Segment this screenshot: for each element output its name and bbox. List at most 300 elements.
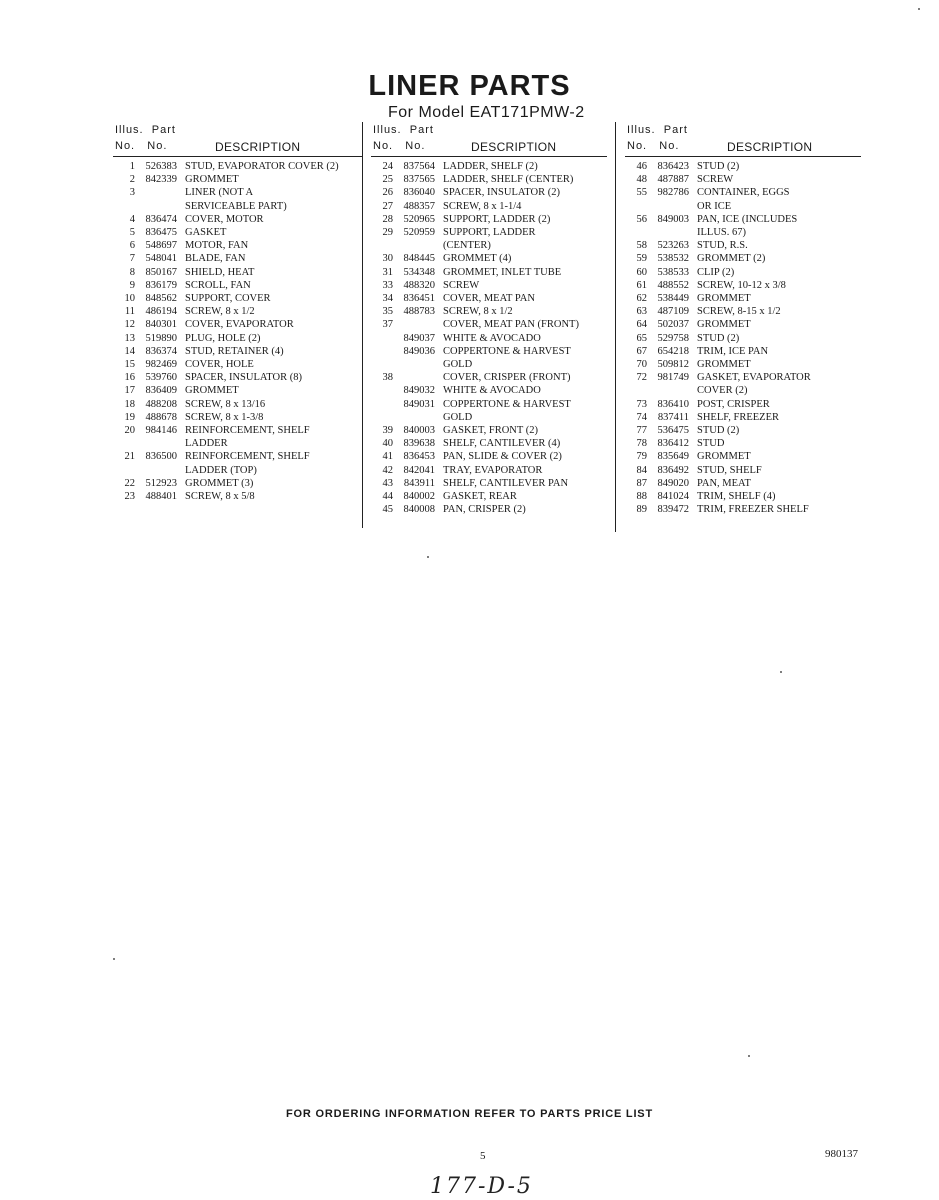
illus-number: 2 — [129, 174, 135, 186]
parts-row — [371, 424, 607, 437]
illus-number: 87 — [636, 477, 647, 489]
parts-row — [625, 200, 861, 213]
parts-row — [371, 213, 607, 226]
parts-row — [625, 398, 861, 411]
part-description: TRIM, FREEZER SHELF — [697, 504, 809, 516]
parts-row — [113, 398, 363, 411]
parts-row — [625, 292, 861, 305]
part-number: 836475 — [145, 227, 177, 239]
part-description: GASKET, REAR — [443, 491, 517, 503]
part-number: 982786 — [657, 187, 689, 199]
parts-row — [625, 477, 861, 490]
parts-row — [371, 279, 607, 292]
part-description: COVER, HOLE — [185, 359, 254, 371]
illus-number — [371, 411, 393, 424]
illus-number: 22 — [124, 477, 135, 489]
illus-number: 15 — [124, 359, 135, 371]
illus-number: 12 — [124, 319, 135, 331]
part-number: 842339 — [145, 174, 177, 186]
parts-row — [113, 477, 363, 490]
column-header: Illus. Part No. No. DESCRIPTION — [371, 120, 607, 156]
part-description: LADDER, SHELF (CENTER) — [443, 174, 574, 186]
part-description: TRIM, SHELF (4) — [697, 491, 776, 503]
illus-number: 46 — [636, 161, 647, 172]
illus-number: 38 — [382, 372, 393, 384]
page-number: 5 — [480, 1150, 486, 1162]
parts-row — [371, 226, 607, 239]
illus-number: 27 — [382, 200, 393, 212]
parts-column-3 — [625, 120, 861, 516]
part-description: WHITE & AVOCADO — [443, 332, 541, 344]
illus-number: 30 — [382, 253, 393, 265]
part-description: REINFORCEMENT, SHELF — [185, 451, 310, 463]
part-description: COVER (2) — [697, 385, 748, 397]
parts-row — [371, 384, 607, 397]
parts-row — [113, 411, 363, 424]
illus-number: 42 — [382, 464, 393, 476]
parts-row — [625, 384, 861, 397]
part-number: 488783 — [403, 306, 435, 318]
part-description: LADDER — [185, 438, 228, 450]
part-number: 488401 — [145, 491, 177, 503]
scan-speck — [780, 671, 782, 673]
illus-number: 29 — [382, 227, 393, 239]
part-description: SCREW, 8 x 5/8 — [185, 491, 255, 503]
parts-row — [371, 398, 607, 411]
illus-number: 23 — [124, 491, 135, 503]
part-number: 487109 — [657, 306, 689, 318]
part-description: GASKET — [185, 227, 227, 239]
part-number: 548697 — [145, 240, 177, 252]
part-description: SCREW, 8 x 1/2 — [185, 306, 255, 318]
header-rule — [371, 156, 607, 157]
illus-number: 74 — [636, 411, 647, 423]
parts-row — [113, 437, 363, 450]
parts-row — [371, 200, 607, 213]
part-number — [135, 464, 183, 477]
part-description: POST, CRISPER — [697, 398, 770, 410]
parts-row — [113, 173, 363, 186]
illus-number: 72 — [636, 372, 647, 384]
part-number: 836453 — [403, 451, 435, 463]
illus-number: 10 — [124, 293, 135, 305]
parts-row — [625, 305, 861, 318]
part-number: 840301 — [145, 319, 177, 331]
part-description: SERVICEABLE PART) — [185, 200, 287, 212]
parts-row — [625, 239, 861, 252]
parts-row — [625, 266, 861, 279]
illus-number: 34 — [382, 293, 393, 305]
part-number: 538532 — [657, 253, 689, 265]
parts-row — [113, 292, 363, 305]
illus-number: 14 — [124, 345, 135, 357]
parts-row — [113, 450, 363, 463]
part-number: 539760 — [145, 372, 177, 384]
illus-number: 17 — [124, 385, 135, 397]
part-description: GASKET, FRONT (2) — [443, 425, 538, 437]
parts-row — [113, 160, 363, 173]
part-number: 850167 — [145, 266, 177, 278]
part-description: COVER, EVAPORATOR — [185, 319, 294, 331]
part-description: COPPERTONE & HARVEST — [443, 345, 571, 357]
illus-number — [371, 398, 393, 411]
part-number — [135, 437, 183, 450]
part-number: 538533 — [657, 266, 689, 278]
part-number: 849037 — [403, 332, 435, 344]
part-description: GROMMET — [697, 319, 751, 331]
illus-number: 20 — [124, 425, 135, 437]
part-description: REINFORCEMENT, SHELF — [185, 425, 310, 437]
part-description: COVER, MEAT PAN — [443, 293, 535, 305]
part-description: SHELF, FREEZER — [697, 411, 780, 423]
part-number: 849032 — [403, 385, 435, 397]
part-description: SCREW, 8 x 1-1/4 — [443, 200, 522, 212]
part-description: STUD (2) — [697, 161, 740, 172]
part-description: SCREW, 8 x 1-3/8 — [185, 411, 264, 423]
parts-list — [625, 160, 861, 516]
part-description: GROMMET — [697, 359, 751, 371]
illus-number — [371, 239, 393, 252]
part-description: GOLD — [443, 359, 473, 371]
illus-number: 70 — [636, 359, 647, 371]
part-number — [393, 239, 441, 252]
part-description: SUPPORT, COVER — [185, 293, 271, 305]
illus-number: 63 — [636, 306, 647, 318]
illus-number: 33 — [382, 279, 393, 291]
part-number: 836410 — [657, 398, 689, 410]
parts-row — [625, 437, 861, 450]
part-description: SHELF, CANTILEVER (4) — [443, 438, 561, 450]
scan-speck — [748, 1055, 750, 1057]
illus-number: 1 — [129, 161, 135, 172]
part-description: STUD, SHELF — [697, 464, 762, 476]
part-number: 654218 — [657, 345, 689, 357]
scan-speck — [113, 958, 115, 960]
part-description: SCREW, 8 x 1/2 — [443, 306, 513, 318]
parts-row — [371, 318, 607, 331]
part-number: 848445 — [403, 253, 435, 265]
page-title: LINER PARTS — [368, 70, 571, 102]
part-description: LADDER (TOP) — [185, 464, 257, 476]
parts-row — [113, 371, 363, 384]
part-description: PAN, MEAT — [697, 477, 751, 489]
parts-row — [625, 503, 861, 516]
part-description: STUD, EVAPORATOR COVER (2) — [185, 161, 339, 172]
illus-number — [371, 358, 393, 371]
part-number: 519890 — [145, 332, 177, 344]
part-description: PAN, SLIDE & COVER (2) — [443, 451, 562, 463]
parts-row — [371, 464, 607, 477]
parts-row — [625, 173, 861, 186]
part-description: PAN, ICE (INCLUDES — [697, 213, 798, 225]
part-description: STUD (2) — [697, 332, 740, 344]
parts-row — [113, 424, 363, 437]
illus-number: 77 — [636, 425, 647, 437]
illus-number — [113, 437, 135, 450]
column-divider-right — [615, 122, 616, 532]
part-number — [647, 384, 695, 397]
scan-speck — [427, 556, 429, 558]
part-description: GROMMET (2) — [697, 253, 766, 265]
illus-number: 26 — [382, 187, 393, 199]
illus-number: 79 — [636, 451, 647, 463]
illus-number — [625, 384, 647, 397]
part-number: 836423 — [657, 161, 689, 172]
part-number: 848562 — [145, 293, 177, 305]
part-description: STUD, RETAINER (4) — [185, 345, 284, 357]
illus-number — [371, 384, 393, 397]
illus-number: 4 — [129, 213, 135, 225]
illus-number: 41 — [382, 451, 393, 463]
part-number: 487887 — [657, 174, 689, 186]
part-number — [393, 318, 441, 331]
parts-row — [371, 173, 607, 186]
part-description: PAN, CRISPER (2) — [443, 504, 526, 516]
part-description: BLADE, FAN — [185, 253, 246, 265]
part-description: SCREW — [697, 174, 734, 186]
part-number — [393, 358, 441, 371]
part-description: GASKET, EVAPORATOR — [697, 372, 811, 384]
part-description: CLIP (2) — [697, 266, 735, 278]
parts-row — [113, 345, 363, 358]
illus-number: 59 — [636, 253, 647, 265]
parts-row — [371, 503, 607, 516]
illus-number: 44 — [382, 491, 393, 503]
parts-row — [625, 411, 861, 424]
illus-number: 84 — [636, 464, 647, 476]
part-description: GROMMET — [697, 293, 751, 305]
parts-row — [625, 226, 861, 239]
part-number: 836492 — [657, 464, 689, 476]
illus-number: 25 — [382, 174, 393, 186]
part-description: SCREW, 8-15 x 1/2 — [697, 306, 781, 318]
part-number: 837564 — [403, 161, 435, 172]
part-number: 849031 — [403, 398, 435, 410]
illus-number: 89 — [636, 504, 647, 516]
part-number: 836374 — [145, 345, 177, 357]
part-description: COVER, CRISPER (FRONT) — [443, 372, 571, 384]
part-number — [647, 226, 695, 239]
parts-column-2 — [371, 120, 607, 516]
part-description: GROMMET — [697, 451, 751, 463]
part-description: SPACER, INSULATOR (2) — [443, 187, 560, 199]
column-header: Illus. Part No. No. DESCRIPTION — [625, 120, 861, 156]
illus-number: 5 — [129, 227, 135, 239]
part-number: 536475 — [657, 425, 689, 437]
parts-row — [625, 332, 861, 345]
part-description: GROMMET — [185, 174, 239, 186]
part-description: SUPPORT, LADDER (2) — [443, 213, 551, 225]
illus-number — [625, 200, 647, 213]
parts-row — [371, 371, 607, 384]
parts-row — [625, 345, 861, 358]
parts-row — [625, 318, 861, 331]
part-number: 841024 — [657, 491, 689, 503]
illus-number: 21 — [124, 451, 135, 463]
parts-row — [113, 239, 363, 252]
illus-number: 60 — [636, 266, 647, 278]
part-description: COPPERTONE & HARVEST — [443, 398, 571, 410]
part-number: 849003 — [657, 213, 689, 225]
part-description: GOLD — [443, 411, 473, 423]
illus-number: 73 — [636, 398, 647, 410]
part-description: GROMMET, INLET TUBE — [443, 266, 562, 278]
header-rule — [625, 156, 861, 157]
part-number — [393, 371, 441, 384]
illus-number: 64 — [636, 319, 647, 331]
part-description: PLUG, HOLE (2) — [185, 332, 261, 344]
part-description: TRIM, ICE PAN — [697, 345, 769, 357]
part-number: 835649 — [657, 451, 689, 463]
part-number: 849020 — [657, 477, 689, 489]
part-description: SUPPORT, LADDER — [443, 227, 536, 239]
parts-row — [625, 464, 861, 477]
part-number: 981749 — [657, 372, 689, 384]
parts-row — [625, 252, 861, 265]
part-number: 509812 — [657, 359, 689, 371]
parts-row — [625, 160, 861, 173]
parts-row — [113, 305, 363, 318]
illus-number: 8 — [129, 266, 135, 278]
part-description: GROMMET — [185, 385, 239, 397]
part-number: 548041 — [145, 253, 177, 265]
part-number: 836500 — [145, 451, 177, 463]
parts-row — [113, 213, 363, 226]
parts-row — [371, 160, 607, 173]
illus-number: 78 — [636, 438, 647, 450]
illus-number: 35 — [382, 306, 393, 318]
illus-number: 6 — [129, 240, 135, 252]
parts-row — [371, 252, 607, 265]
parts-list — [371, 160, 607, 516]
illus-number: 24 — [382, 161, 393, 172]
part-number: 839472 — [657, 504, 689, 516]
description-header: DESCRIPTION — [471, 140, 557, 154]
parts-row — [371, 490, 607, 503]
part-description: SHELF, CANTILEVER PAN — [443, 477, 569, 489]
part-number: 488678 — [145, 411, 177, 423]
part-number — [135, 186, 183, 199]
part-description: STUD (2) — [697, 425, 740, 437]
illus-number: 55 — [636, 187, 647, 199]
illus-number — [371, 332, 393, 345]
parts-row — [371, 450, 607, 463]
part-number: 840008 — [403, 504, 435, 516]
part-description: (CENTER) — [443, 240, 491, 252]
part-description: STUD, R.S. — [697, 240, 748, 252]
part-number — [647, 200, 695, 213]
part-number: 520959 — [403, 227, 435, 239]
part-number: 984146 — [145, 425, 177, 437]
parts-column-1 — [113, 120, 363, 503]
part-number: 836451 — [403, 293, 435, 305]
description-header: DESCRIPTION — [215, 140, 301, 154]
part-number: 526383 — [145, 161, 177, 172]
illus-number: 31 — [382, 266, 393, 278]
illus-number: 28 — [382, 213, 393, 225]
parts-row — [113, 384, 363, 397]
model-subtitle: For Model EAT171PMW-2 — [388, 104, 585, 121]
parts-row — [371, 266, 607, 279]
illus-number: 7 — [129, 253, 135, 265]
illus-number: 16 — [124, 372, 135, 384]
part-number: 840003 — [403, 425, 435, 437]
illus-number: 13 — [124, 332, 135, 344]
ordering-info-note: FOR ORDERING INFORMATION REFER TO PARTS PRICE LIST — [286, 1108, 653, 1120]
part-description: SHIELD, HEAT — [185, 266, 255, 278]
part-number — [135, 200, 183, 213]
illus-number — [113, 200, 135, 213]
part-number — [393, 411, 441, 424]
part-number: 488552 — [657, 279, 689, 291]
part-number: 488208 — [145, 398, 177, 410]
part-number: 849036 — [403, 345, 435, 357]
illus-number: 19 — [124, 411, 135, 423]
parts-row — [113, 358, 363, 371]
illus-number — [371, 345, 393, 358]
illus-number: 45 — [382, 504, 393, 516]
parts-row — [371, 186, 607, 199]
part-description: COVER, MOTOR — [185, 213, 264, 225]
parts-list — [113, 160, 363, 503]
part-description: SPACER, INSULATOR (8) — [185, 372, 302, 384]
illus-number: 11 — [124, 306, 135, 318]
part-number: 836474 — [145, 213, 177, 225]
part-number: 836179 — [145, 279, 177, 291]
part-number: 520965 — [403, 213, 435, 225]
part-description: CONTAINER, EGGS — [697, 187, 790, 199]
part-number: 534348 — [403, 266, 435, 278]
part-description: GROMMET (3) — [185, 477, 254, 489]
part-number: 512923 — [145, 477, 177, 489]
scan-speck — [918, 8, 920, 10]
illus-number: 9 — [129, 279, 135, 291]
illus-number: 40 — [382, 438, 393, 450]
parts-row — [625, 490, 861, 503]
illus-number: 67 — [636, 345, 647, 357]
parts-row — [625, 186, 861, 199]
part-number: 538449 — [657, 293, 689, 305]
part-number: 502037 — [657, 319, 689, 331]
parts-row — [113, 279, 363, 292]
column-header: Illus. Part No. No. DESCRIPTION — [113, 120, 363, 156]
part-description: TRAY, EVAPORATOR — [443, 464, 543, 476]
parts-row — [113, 226, 363, 239]
parts-row — [625, 371, 861, 384]
handwritten-note: 177-D-5 — [430, 1174, 533, 1199]
illus-number: 39 — [382, 425, 393, 437]
part-number: 486194 — [145, 306, 177, 318]
parts-row — [113, 200, 363, 213]
part-description: LINER (NOT A — [185, 187, 254, 199]
part-number: 488320 — [403, 279, 435, 291]
parts-row — [371, 305, 607, 318]
parts-row — [625, 450, 861, 463]
description-header: DESCRIPTION — [727, 140, 813, 154]
part-number: 843911 — [403, 477, 435, 489]
part-description: ILLUS. 67) — [697, 227, 746, 239]
part-description: COVER, MEAT PAN (FRONT) — [443, 319, 579, 331]
part-number: 836409 — [145, 385, 177, 397]
parts-row — [371, 332, 607, 345]
part-description: GROMMET (4) — [443, 253, 512, 265]
illus-number: 58 — [636, 240, 647, 252]
parts-row — [371, 411, 607, 424]
parts-row — [113, 318, 363, 331]
parts-row — [113, 252, 363, 265]
part-description: OR ICE — [697, 200, 732, 212]
part-description: MOTOR, FAN — [185, 240, 249, 252]
